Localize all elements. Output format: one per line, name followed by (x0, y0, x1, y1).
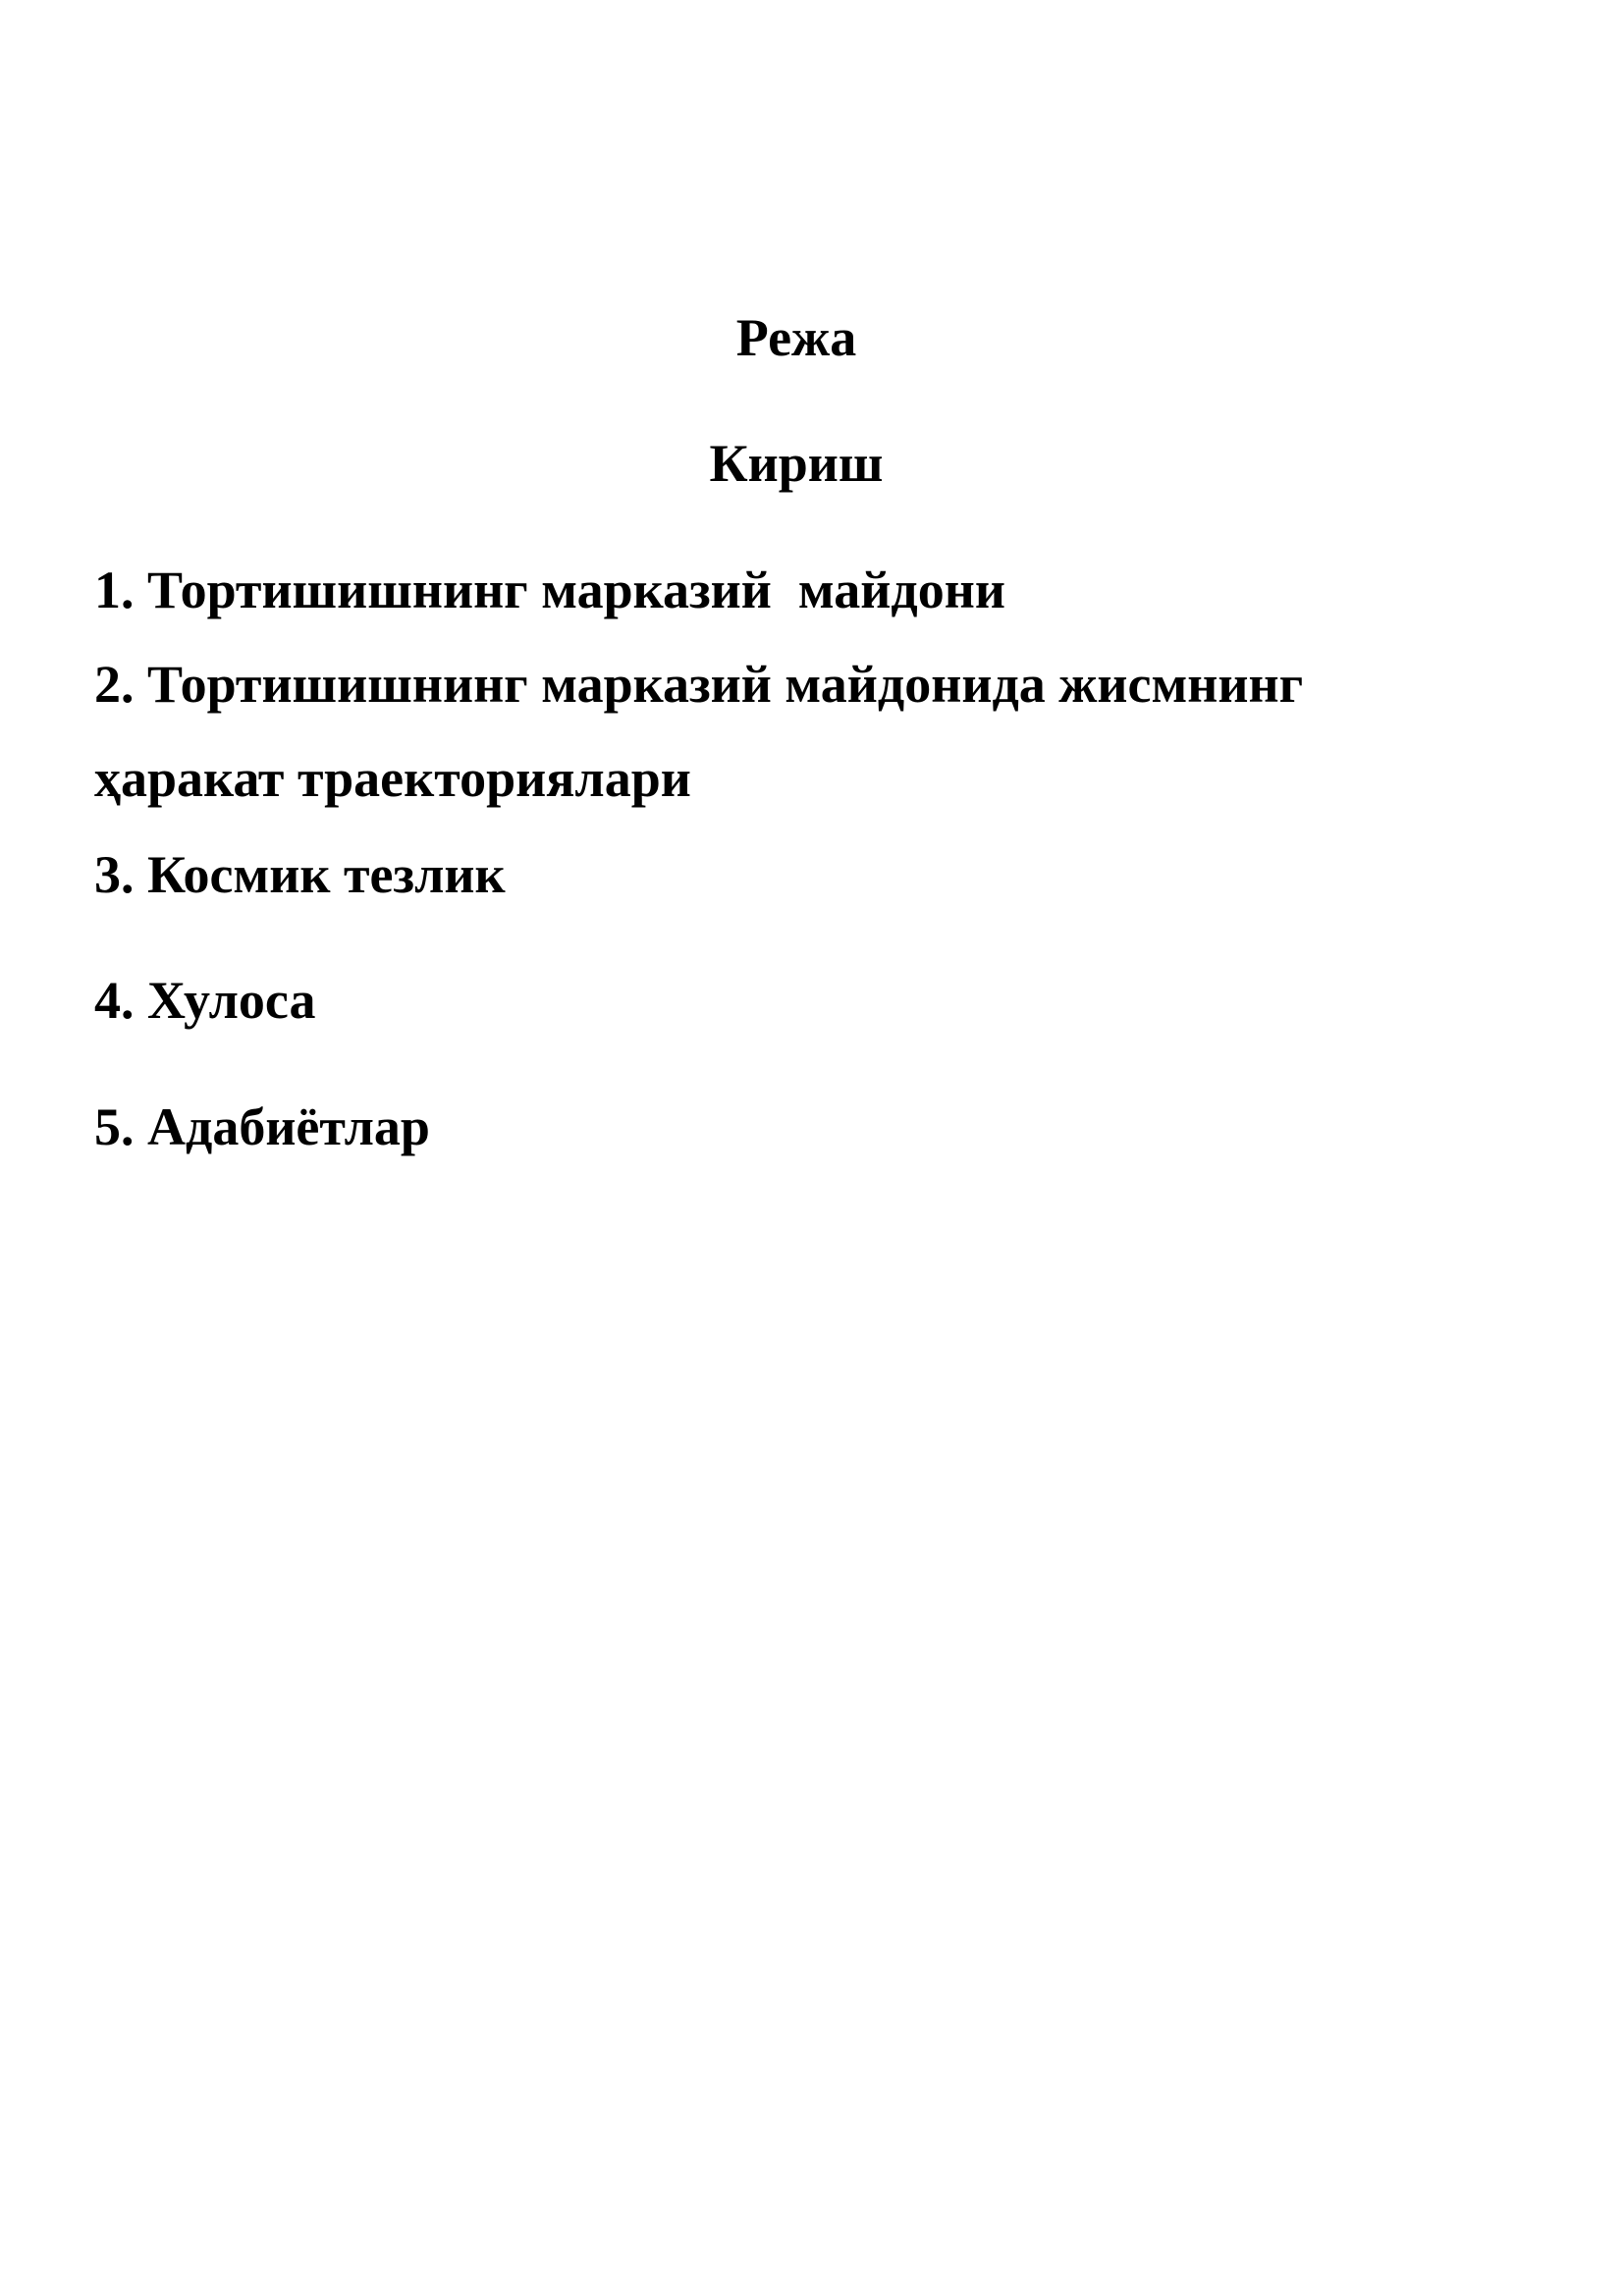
toc-item-5: 5. Адабиётлар (94, 1097, 430, 1156)
toc-item-2: 2. Тортишишнинг марказий майдонида жисмнинг (94, 655, 1304, 714)
toc-item-2-continuation: ҳаракат траекториялари (94, 749, 691, 808)
page-title: Режа (735, 308, 857, 367)
toc-item-4: 4. Хулоса (94, 971, 316, 1030)
toc-item-1: 1. Тортишишнинг марказий майдони (94, 561, 1005, 619)
intro-heading: Кириш (709, 434, 884, 493)
toc-item-3: 3. Космик тезлик (94, 845, 506, 904)
